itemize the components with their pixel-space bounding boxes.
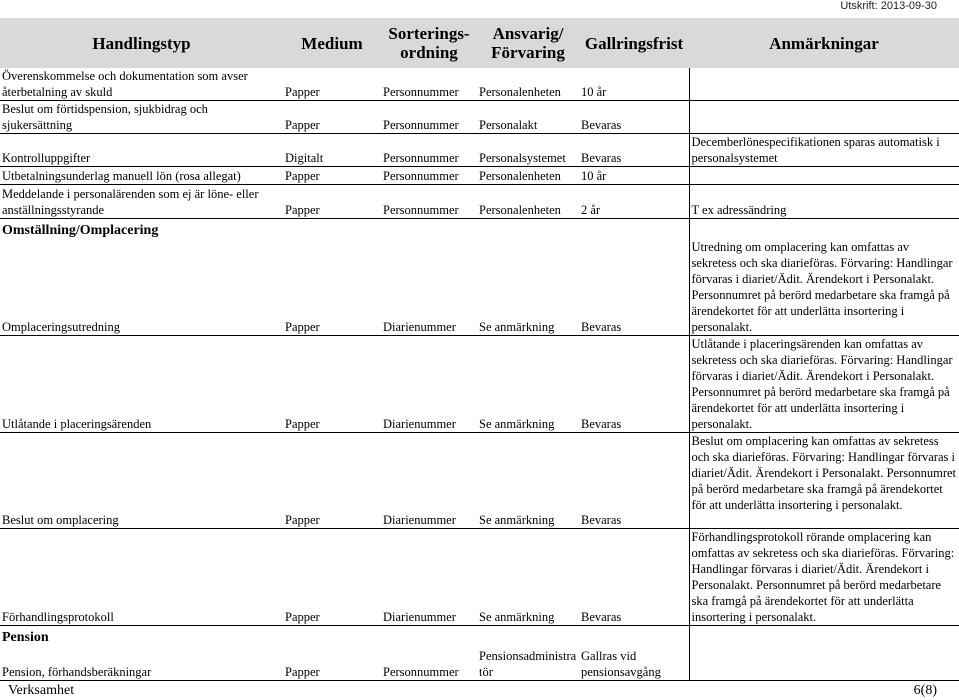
header-ansvarig: Ansvarig/ Förvaring: [477, 18, 579, 68]
cell-medium: Digitalt: [283, 134, 381, 167]
cell-sort: Personnummer: [381, 101, 477, 134]
table-row: [0, 68, 959, 101]
table-row: [0, 336, 959, 433]
cell-medium: Papper: [283, 336, 381, 433]
cell-type: Kontrolluppgifter: [0, 134, 283, 167]
cell-medium: Papper: [283, 646, 381, 680]
section-heading-row: [0, 626, 959, 647]
cell-resp: Se anmärkning: [477, 529, 579, 626]
cell-sort: Diarienummer: [381, 529, 477, 626]
cell-note: Utlåtande i placeringsärenden kan omfattas av sekretess och ska diarieföras. Förvaring: Handlingar förvaras i diariet/Ädit. Ärendekort i Personalakt. Personnumret på berörd medarbetare ska framgå på ärendekortet för att underlätta insortering i personalakt.: [689, 336, 959, 433]
cell-type: Beslut om omplacering: [0, 433, 283, 529]
cell-resp: Personalenheten: [477, 68, 579, 101]
cell-note: T ex adressändring: [689, 185, 959, 219]
cell-medium: Papper: [283, 239, 381, 336]
cell-note: [689, 167, 959, 185]
cell-gall: Bevaras: [579, 529, 689, 626]
cell-type: Utbetalningsunderlag manuell lön (rosa allegat): [0, 167, 283, 185]
cell-medium: Papper: [283, 68, 381, 101]
cell-sort: Personnummer: [381, 646, 477, 680]
cell-type: Meddelande i personalärenden som ej är löne- eller anställningsstyrande: [0, 185, 283, 219]
table-row: [0, 167, 959, 185]
header-anmarkningar: Anmärkningar: [689, 18, 959, 68]
table-row: [0, 646, 959, 680]
cell-sort: Personnummer: [381, 134, 477, 167]
table-row: [0, 239, 959, 336]
section-heading: Pension: [2, 630, 49, 645]
cell-resp: Se anmärkning: [477, 239, 579, 336]
cell-note: Förhandlingsprotokoll rörande omplacering kan omfattas av sekretess och ska diarieföras. Förvaring: Handlingar förvaras i diariet/Ädit. Ärendekort i Personalakt. Personnumret på berörd medarbetare ska framgå på ärendekortet för att underlätta insortering i personalakt.: [689, 529, 959, 626]
cell-gall: Bevaras: [579, 336, 689, 433]
table-row: [0, 529, 959, 626]
cell-medium: Papper: [283, 529, 381, 626]
footer-page-number: 6(8): [913, 683, 937, 698]
cell-type: Överenskommelse och dokumentation som avser återbetalning av skuld: [0, 68, 283, 101]
cell-type: Förhandlingsprotokoll: [0, 529, 283, 626]
cell-gall: 10 år: [579, 68, 689, 101]
cell-sort: Diarienummer: [381, 239, 477, 336]
cell-medium: Papper: [283, 433, 381, 529]
cell-resp: Pensionsadministratör: [477, 646, 579, 680]
cell-gall: Gallras vid pensionsavgång: [579, 646, 689, 680]
cell-gall: Bevaras: [579, 134, 689, 167]
cell-gall: Bevaras: [579, 101, 689, 134]
cell-type: Omplaceringsutredning: [0, 239, 283, 336]
cell-note: Beslut om omplacering kan omfattas av sekretess och ska diarieföras. Förvaring: Handlingar förvaras i diariet/Ädit. Ärendekort i Personalakt. Personnumret på berörd medarbetare ska framgå på ärendekortet för att underlätta insortering i personalakt.: [689, 433, 959, 529]
cell-note: Utredning om omplacering kan omfattas av sekretess och ska diarieföras. Förvaring: Handlingar förvaras i diariet/Ädit. Ärendekort i Personalakt. Personnumret på berörd medarbetare ska framgå på ärendekortet för att underlätta insortering i personalakt.: [689, 239, 959, 336]
cell-resp: Se anmärkning: [477, 336, 579, 433]
cell-note: [689, 626, 959, 647]
header-medium: Medium: [283, 18, 381, 68]
cell-sort: Diarienummer: [381, 336, 477, 433]
cell-note: Decemberlönespecifikationen sparas automatisk i personalsystemet: [689, 134, 959, 167]
cell-sort: Personnummer: [381, 185, 477, 219]
cell-note: [689, 219, 959, 240]
cell-type: Utlåtande i placeringsärenden: [0, 336, 283, 433]
cell-gall: 2 år: [579, 185, 689, 219]
cell-medium: Papper: [283, 101, 381, 134]
cell-resp: Se anmärkning: [477, 433, 579, 529]
cell-resp: Personalenheten: [477, 167, 579, 185]
cell-medium: Papper: [283, 185, 381, 219]
cell-type: Beslut om förtidspension, sjukbidrag och sjukersättning: [0, 101, 283, 134]
cell-note: [689, 646, 959, 680]
footer-section-name: Verksamhet: [8, 683, 75, 698]
section-heading-row: [0, 219, 959, 240]
cell-resp: Personalsystemet: [477, 134, 579, 167]
cell-sort: Diarienummer: [381, 433, 477, 529]
cell-resp: Personalakt: [477, 101, 579, 134]
table-row: [0, 185, 959, 219]
table-row: [0, 101, 959, 134]
section-heading: Omställning/Omplacering: [2, 223, 159, 238]
header-handlingstyp: Handlingstyp: [0, 18, 283, 68]
cell-note: [689, 101, 959, 134]
header-sortering: Sorterings- ordning: [381, 18, 477, 68]
cell-medium: Papper: [283, 167, 381, 185]
cell-type: Pension, förhandsberäkningar: [0, 646, 283, 680]
table-row: [0, 433, 959, 529]
cell-sort: Personnummer: [381, 167, 477, 185]
cell-resp: Personalenheten: [477, 185, 579, 219]
cell-gall: Bevaras: [579, 239, 689, 336]
cell-gall: 10 år: [579, 167, 689, 185]
table-row: [0, 134, 959, 167]
print-date: Utskrift: 2013-09-30: [840, 0, 937, 12]
cell-sort: Personnummer: [381, 68, 477, 101]
header-row: [0, 18, 959, 68]
header-gallringsfrist: Gallringsfrist: [579, 18, 689, 68]
cell-note: [689, 68, 959, 101]
cell-gall: Bevaras: [579, 433, 689, 529]
document-table: [0, 18, 959, 681]
